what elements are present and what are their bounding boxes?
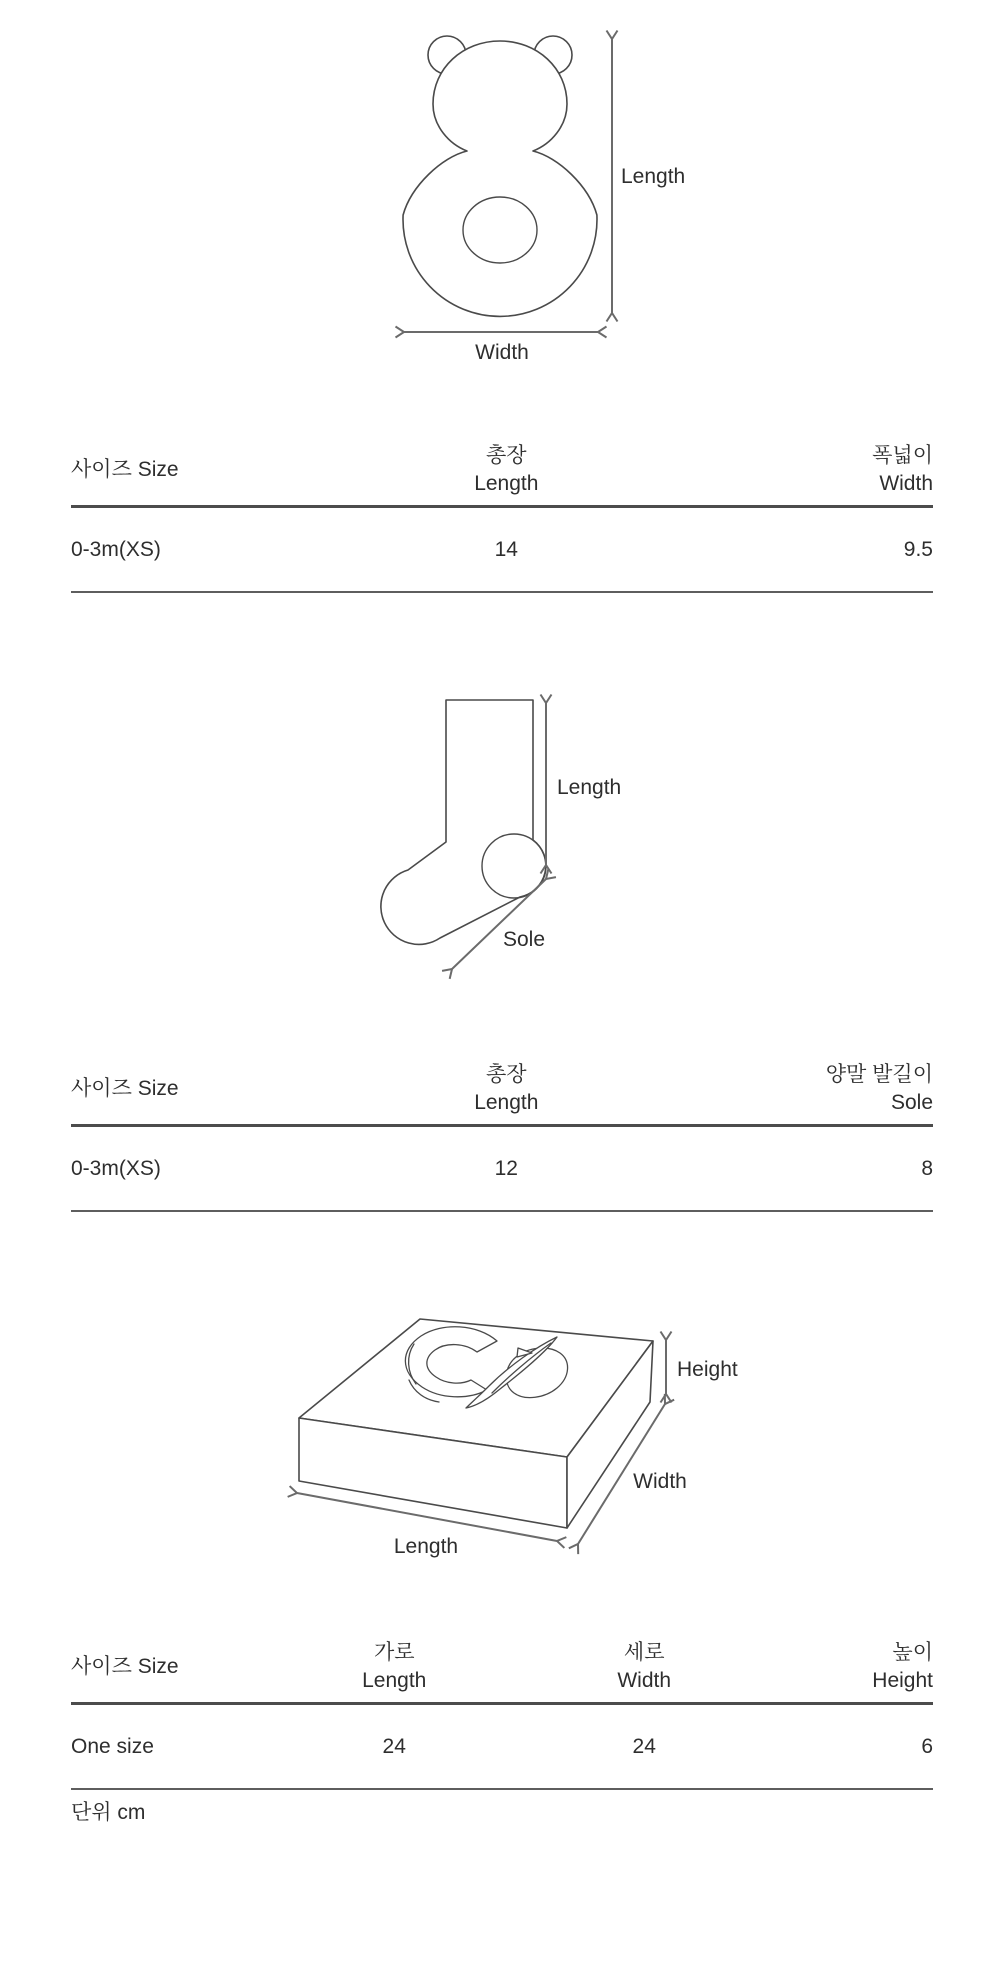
- sock-outline: [381, 700, 546, 944]
- sock-header-size: [71, 1054, 364, 1126]
- sock-table-row: [71, 1126, 933, 1212]
- sock-size-table: [71, 1054, 933, 1212]
- box-header-length-ko: 가로: [373, 1641, 415, 1664]
- unit-note: 단위 cm: [71, 1801, 146, 1824]
- box-height-label: Height: [677, 1358, 738, 1381]
- hat-row-width: 9.5: [903, 537, 933, 561]
- hat-header-width-en: Width: [879, 472, 933, 495]
- hat-header-length-en: Length: [474, 472, 539, 495]
- sock-header-length: [364, 1054, 648, 1126]
- hat-header-length-ko: 총장: [486, 444, 527, 467]
- box-header-width: [519, 1632, 769, 1704]
- hat-table-row: [71, 507, 933, 593]
- box-row-length: 24: [382, 1734, 406, 1758]
- box-size-table: [71, 1632, 933, 1790]
- box-header-size: [71, 1632, 269, 1704]
- hat-header-width: [649, 435, 933, 507]
- hat-row-length: 14: [494, 537, 518, 561]
- hat-width-label: Width: [475, 341, 529, 364]
- sock-row-sole: 8: [921, 1156, 933, 1180]
- sock-header-size-label: 사이즈 Size: [71, 1077, 179, 1100]
- sock-row-length: 12: [494, 1156, 518, 1180]
- hat-header-size: [71, 435, 364, 507]
- box-header-height-ko: 높이: [892, 1641, 933, 1664]
- box-header-length-en: Length: [362, 1669, 427, 1692]
- hat-header-size-label: 사이즈 Size: [71, 458, 179, 481]
- box-length-label: Length: [393, 1535, 459, 1558]
- sock-header-length-ko: 총장: [486, 1063, 527, 1086]
- sock-header-length-en: Length: [474, 1091, 539, 1114]
- box-header-width-ko: 세로: [623, 1641, 665, 1664]
- hat-table-header-row: [71, 435, 933, 507]
- sock-header-sole-ko: 양말 발길이: [825, 1063, 933, 1086]
- box-table-row: [71, 1704, 933, 1790]
- box-width-label: Width: [633, 1470, 687, 1493]
- sock-row-size: 0-3m(XS): [71, 1156, 161, 1180]
- box-row-width: 24: [632, 1734, 656, 1758]
- sock-header-sole-en: Sole: [890, 1091, 933, 1114]
- box-row-size: One size: [71, 1734, 154, 1758]
- box-header-height-en: Height: [872, 1669, 933, 1692]
- box-header-size-label: 사이즈 Size: [71, 1655, 179, 1678]
- box-diagram: [297, 1319, 738, 1558]
- box-table-header-row: [71, 1632, 933, 1704]
- sock-header-sole: [649, 1054, 933, 1126]
- box-header-length: [269, 1632, 519, 1704]
- hat-header-width-ko: 폭넓이: [872, 444, 933, 467]
- sock-sole-label: Sole: [502, 928, 546, 951]
- hat-length-label: Length: [621, 165, 686, 188]
- box-header-height: [769, 1632, 933, 1704]
- box-header-width-en: Width: [617, 1669, 672, 1692]
- sock-table-header-row: [71, 1054, 933, 1126]
- sock-diagram: [381, 700, 621, 969]
- hat-size-table: [71, 435, 933, 593]
- box-row-height: 6: [921, 1734, 933, 1758]
- hat-diagram: [403, 36, 685, 364]
- bear-body-outline: [403, 41, 597, 316]
- hat-header-length: [364, 435, 648, 507]
- hat-row-size: 0-3m(XS): [71, 537, 161, 561]
- sock-length-label: Length: [557, 776, 622, 799]
